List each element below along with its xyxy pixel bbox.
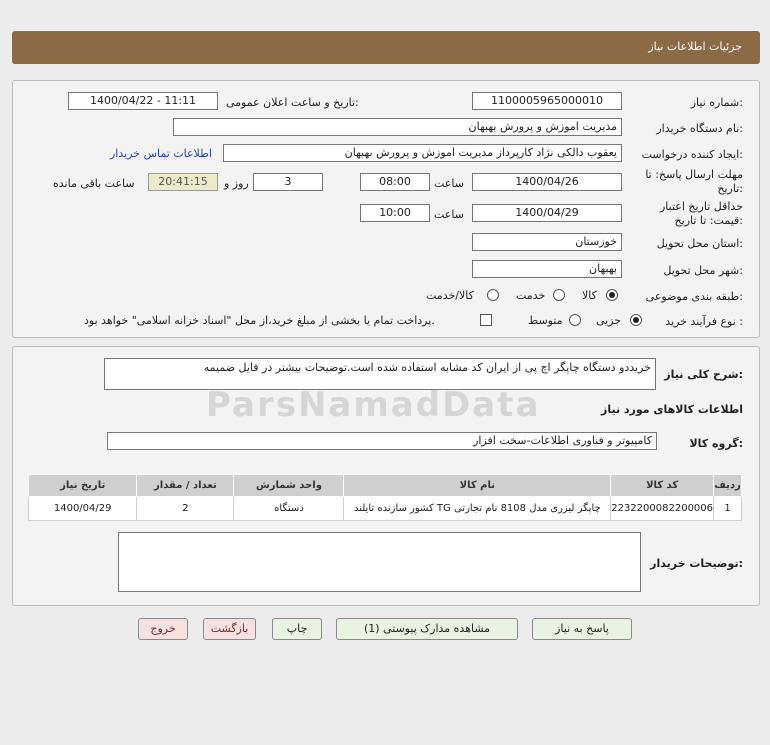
cell-row: 1 xyxy=(714,497,742,521)
goods-table xyxy=(28,474,742,521)
validity-label: حداقل تاریخ اعتبار xyxy=(659,200,743,213)
category-label: طبقه بندی موضوعی: xyxy=(645,290,743,303)
validity-time-field: 10:00 xyxy=(360,204,430,222)
treasury-payment-checkbox[interactable] xyxy=(480,314,492,326)
view-attachments-button[interactable]: مشاهده مدارک پیوستی (1) xyxy=(336,618,518,640)
process-minor-label: جزیی xyxy=(596,314,622,327)
col-name-header: نام کالا xyxy=(344,475,611,497)
process-minor-radio[interactable] xyxy=(630,314,642,326)
validity-date-field: 1400/04/29 xyxy=(472,204,622,222)
table-row xyxy=(29,497,742,521)
announce-label: تاریخ و ساعت اعلان عمومی: xyxy=(226,96,359,109)
col-row-header: ردیف xyxy=(714,475,742,497)
creator-field: یعقوب دالکی نژاد کارپرداز مدیریت اموزش و پرورش بهبهان xyxy=(223,144,622,162)
category-goods-service-label: کالا/خدمت xyxy=(426,289,474,302)
table-header-row xyxy=(29,475,742,497)
buyer-notes-field xyxy=(118,532,641,592)
deadline-label-2: تاریخ: xyxy=(717,182,743,195)
announce-datetime-field: 1400/04/22 - 11:11 xyxy=(68,92,218,110)
goods-group-field: کامپیوتر و فناوری اطلاعات-سخت افزار xyxy=(107,432,657,450)
col-date-header: تاریخ نیاز xyxy=(29,475,137,497)
payment-note: پرداخت تمام یا بخشی از مبلغ خرید،از محل "اسناد خزانه اسلامی" خواهد بود. xyxy=(84,314,435,327)
category-service-label: خدمت xyxy=(516,289,546,302)
creator-label: ایجاد کننده درخواست: xyxy=(641,148,743,161)
page-title: جزئیات اطلاعات نیاز xyxy=(648,40,742,53)
city-field: بهبهان xyxy=(472,260,622,278)
province-field: خوزستان xyxy=(472,233,622,251)
buyer-org-field: مدیریت اموزش و پرورش بهبهان xyxy=(173,118,622,136)
description-label: شرح کلی نیاز: xyxy=(664,368,743,381)
goods-group-label: گروه کالا: xyxy=(689,437,743,450)
description-field: خریددو دستگاه چاپگر اچ پی از ایران کد مشابه استفاده شده است.توضیحات بیشتر در فایل ضمیمه xyxy=(104,358,656,390)
cell-date: 1400/04/29 xyxy=(29,497,137,521)
days-remaining-field: 3 xyxy=(253,173,323,191)
cell-qty: 2 xyxy=(137,497,234,521)
back-button[interactable]: بازگشت xyxy=(203,618,256,640)
reply-button[interactable]: پاسخ به نیاز xyxy=(532,618,632,640)
cell-name: چاپگر لیزری مدل 8108 نام تجارتی TG کشور سازنده تایلند xyxy=(344,497,611,521)
goods-section-title: اطلاعات کالاهای مورد نیاز xyxy=(601,403,743,416)
col-code-header: کد کالا xyxy=(611,475,714,497)
process-label: نوع فرآیند خرید : xyxy=(665,315,743,328)
category-goods-label: کالا xyxy=(582,289,597,302)
validity-label-2: قیمت: تا تاریخ: xyxy=(674,214,743,227)
validity-time-label: ساعت xyxy=(434,208,464,221)
cell-unit: دستگاه xyxy=(234,497,344,521)
print-button[interactable]: چاپ xyxy=(272,618,322,640)
days-label: روز و xyxy=(224,177,249,190)
page-header xyxy=(12,31,760,64)
category-goods-service-radio[interactable] xyxy=(487,289,499,301)
process-medium-label: متوسط xyxy=(528,314,563,327)
city-label: شهر محل تحویل: xyxy=(663,264,743,277)
cell-code: 2232200082200006 xyxy=(611,497,714,521)
process-medium-radio[interactable] xyxy=(569,314,581,326)
remaining-time-field: 20:41:15 xyxy=(148,173,218,191)
remaining-label: ساعت باقی مانده xyxy=(53,177,135,190)
exit-button[interactable]: خروج xyxy=(138,618,188,640)
watermark: ParsNamadData xyxy=(206,385,541,425)
need-number-label: شماره نیاز: xyxy=(690,96,743,109)
contact-buyer-link[interactable]: اطلاعات تماس خریدار xyxy=(110,147,212,160)
category-goods-radio[interactable] xyxy=(606,289,618,301)
deadline-time-label: ساعت xyxy=(434,177,464,190)
deadline-label: مهلت ارسال پاسخ: تا xyxy=(645,168,743,181)
province-label: استان محل تحویل: xyxy=(656,237,743,250)
col-unit-header: واحد شمارش xyxy=(234,475,344,497)
deadline-time-field: 08:00 xyxy=(360,173,430,191)
buyer-notes-label: توضیحات خریدار: xyxy=(650,557,743,570)
col-qty-header: تعداد / مقدار xyxy=(137,475,234,497)
buyer-org-label: نام دستگاه خریدار: xyxy=(656,122,743,135)
category-service-radio[interactable] xyxy=(553,289,565,301)
deadline-date-field: 1400/04/26 xyxy=(472,173,622,191)
need-number-field: 1100005965000010 xyxy=(472,92,622,110)
